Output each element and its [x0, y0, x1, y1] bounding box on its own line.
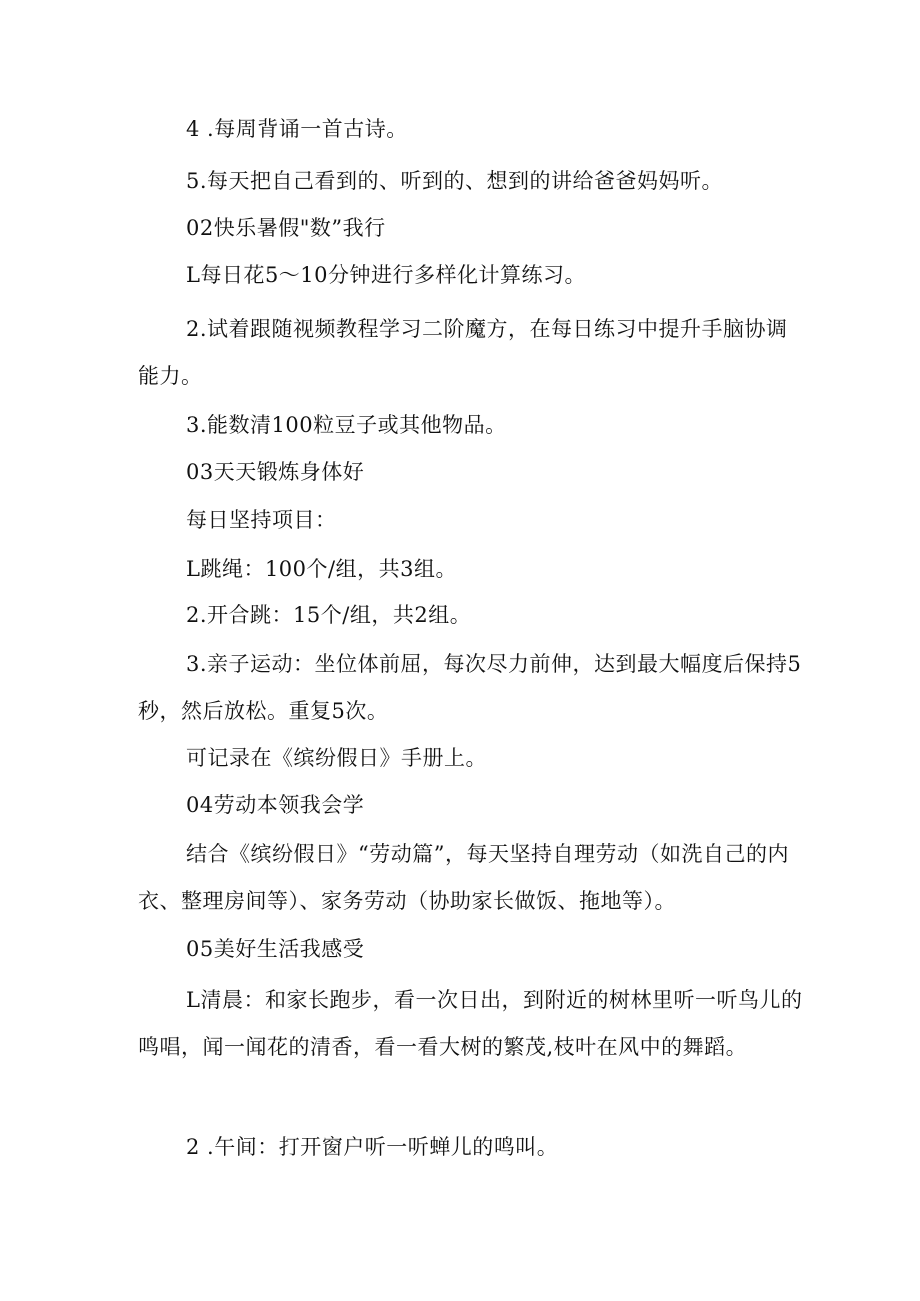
section-heading-math: 02快乐暑假"数”我行 [186, 216, 386, 240]
paragraph-recite-poem: 4 .每周背诵一首古诗。 [186, 117, 408, 141]
paragraph-rubiks-cube: 2.试着跟随视频教程学习二阶魔方，在每日练习中提升手脑协调能力。 [138, 317, 788, 388]
paragraph-tell-parents: 5.每天把自己看到的、听到的、想到的讲给爸爸妈妈听。 [186, 169, 724, 193]
paragraph-daily-items: 每日坚持项目： [186, 508, 337, 532]
paragraph-morning: L清晨：和家长跑步，看一次日出，到附近的树林里听一听鸟儿的鸣唱，闻一闻花的清香，看一看大树的繁茂,枝叶在风中的舞蹈。 [138, 988, 803, 1059]
section-heading-life: 05美好生活我感受 [186, 937, 365, 961]
section-heading-exercise: 03天天锻炼身体好 [186, 460, 365, 484]
paragraph-record-handbook: 可记录在《缤纷假日》手册上。 [186, 746, 487, 770]
paragraph-count-beans: 3.能数清100粒豆子或其他物品。 [186, 413, 507, 437]
paragraph-jumping-jacks: 2.开合跳：15个/组，共2组。 [186, 603, 472, 627]
paragraph-calculation: L每日花5～10分钟进行多样化计算练习。 [186, 263, 587, 287]
paragraph-parent-child-exercise: 3.亲子运动：坐位体前屈，每次尽力前伸，达到最大幅度后保持5秒，然后放松。重复5次。 [138, 652, 802, 723]
paragraph-labor-tasks: 结合《缤纷假日》“劳动篇”，每天坚持自理劳动（如洗自己的内衣、整理房间等）、家务劳动（协助家长做饭、拖地等）。 [138, 842, 789, 913]
paragraph-noon: 2 .午间：打开窗户听一听蝉儿的鸣叫。 [186, 1135, 559, 1159]
section-heading-labor: 04劳动本领我会学 [186, 793, 365, 817]
paragraph-jump-rope: L跳绳：100个/组，共3组。 [186, 557, 457, 581]
